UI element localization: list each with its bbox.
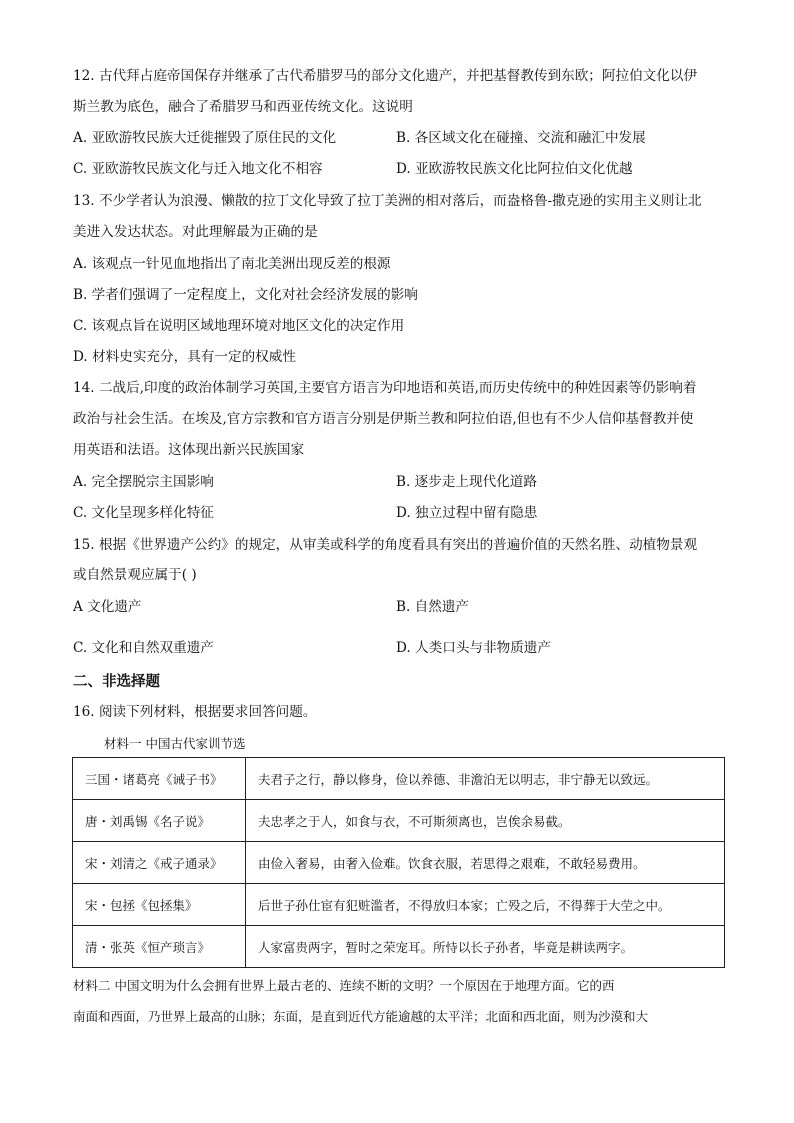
q12-stem-line2: 斯兰教为底色，融合了希腊罗马和西亚传统文化。这说明: [73, 99, 413, 115]
material1-caption: 材料一 中国古代家训节选: [104, 736, 246, 751]
table-cell-text: 后世子孙仕宦有犯赃滥者，不得放归本家；亡殁之后，不得葬于大茔之中。: [246, 884, 725, 926]
family-instructions-table: [72, 757, 725, 968]
table-row: [73, 926, 725, 968]
section-title: 二、非选择题: [73, 674, 160, 690]
table-cell-source: 唐・刘禹锡《名子说》: [73, 800, 246, 842]
q14-option-a: A. 完全摆脱宗主国影响: [73, 474, 214, 490]
q15-stem-line2: 或自然景观应属于( ): [73, 567, 197, 583]
q13-option-c: C. 该观点旨在说明区域地理环境对地区文化的决定作用: [73, 318, 405, 334]
table-row: [73, 884, 725, 926]
q13-option-d: D. 材料史实充分，具有一定的权威性: [73, 349, 296, 365]
table-cell-text: 夫君子之行，静以修身，俭以养德、非澹泊无以明志，非宁静无以致远。: [246, 758, 725, 800]
q12-option-d: D. 亚欧游牧民族文化比阿拉伯文化优越: [396, 161, 633, 177]
q12-stem-line1: 12. 古代拜占庭帝国保存并继承了古代希腊罗马的部分文化遗产，并把基督教传到东欧；阿拉伯文化以伊: [73, 68, 698, 84]
table-cell-source: 宋・包拯《包拯集》: [73, 884, 246, 926]
q14-stem-line3: 用英语和法语。这体现出新兴民族国家: [73, 442, 305, 458]
table-cell-source: 宋・刘清之《戒子通录》: [73, 842, 246, 884]
table-cell-text: 由俭入奢易，由奢入俭难。饮食衣服，若思得之艰难，不敢轻易费用。: [246, 842, 725, 884]
q14-stem-line1: 14. 二战后,印度的政治体制学习英国,主要官方语言为印地语和英语,而历史传统中的种姓因素等仍影响着: [73, 380, 697, 396]
table-cell-text: 人家富贵两字，暂时之荣宠耳。所恃以长子孙者，毕竟是耕读两字。: [246, 926, 725, 968]
table-cell-source: 清・张英《恒产琐言》: [73, 926, 246, 968]
q13-stem-line1: 13. 不少学者认为浪漫、懒散的拉丁文化导致了拉丁美洲的相对落后，而盎格鲁-撒克逊的实用主义则让北: [73, 193, 702, 209]
q12-option-c: C. 亚欧游牧民族文化与迁入地文化不相容: [73, 161, 323, 177]
table-cell-text: 夫忠孝之于人，如食与衣，不可斯须离也，岂俟余易截。: [246, 800, 725, 842]
q15-option-a: A 文化遗产: [73, 599, 142, 615]
table-cell-source: 三国・诸葛亮《诫子书》: [73, 758, 246, 800]
q15-option-d: D. 人类口头与非物质遗产: [396, 640, 551, 656]
q14-option-c: C. 文化呈现多样化特征: [73, 505, 214, 521]
q13-option-b: B. 学者们强调了一定程度上，文化对社会经济发展的影响: [73, 287, 418, 303]
table-row: [73, 758, 725, 800]
q14-option-b: B. 逐步走上现代化道路: [396, 474, 537, 490]
q15-option-b: B. 自然遗产: [396, 599, 470, 615]
material2-line1: 材料二 中国文明为什么会拥有世界上最古老的、连续不断的文明？一个原因在于地理方面。它的西: [73, 978, 615, 993]
material2-line2: 南面和西面，乃世界上最高的山脉；东面，是直到近代方能逾越的太平洋；北面和西北面，则为沙漠和大: [73, 1009, 649, 1024]
q16-stem: 16. 阅读下列材料，根据要求回答问题。: [73, 704, 317, 720]
q14-option-d: D. 独立过程中留有隐患: [396, 505, 538, 521]
table-row: [73, 842, 725, 884]
q13-stem-line2: 美进入发达状态。对此理解最为正确的是: [73, 224, 318, 240]
q14-stem-line2: 政治与社会生活。在埃及,官方宗教和官方语言分别是伊斯兰教和阿拉伯语,但也有不少人信仰基督教并使: [73, 411, 694, 427]
q12-option-a: A. 亚欧游牧民族大迁徙摧毁了原住民的文化: [73, 130, 337, 146]
q12-option-b: B. 各区域文化在碰撞、交流和融汇中发展: [396, 130, 646, 146]
q13-option-a: A. 该观点一针见血地指出了南北美洲出现反差的根源: [73, 256, 391, 272]
table-row: [73, 800, 725, 842]
q15-stem-line1: 15. 根据《世界遗产公约》的规定，从审美或科学的角度看具有突出的普遍价值的天然名胜、动植物景观: [73, 537, 698, 553]
q15-option-c: C. 文化和自然双重遗产: [73, 640, 214, 656]
